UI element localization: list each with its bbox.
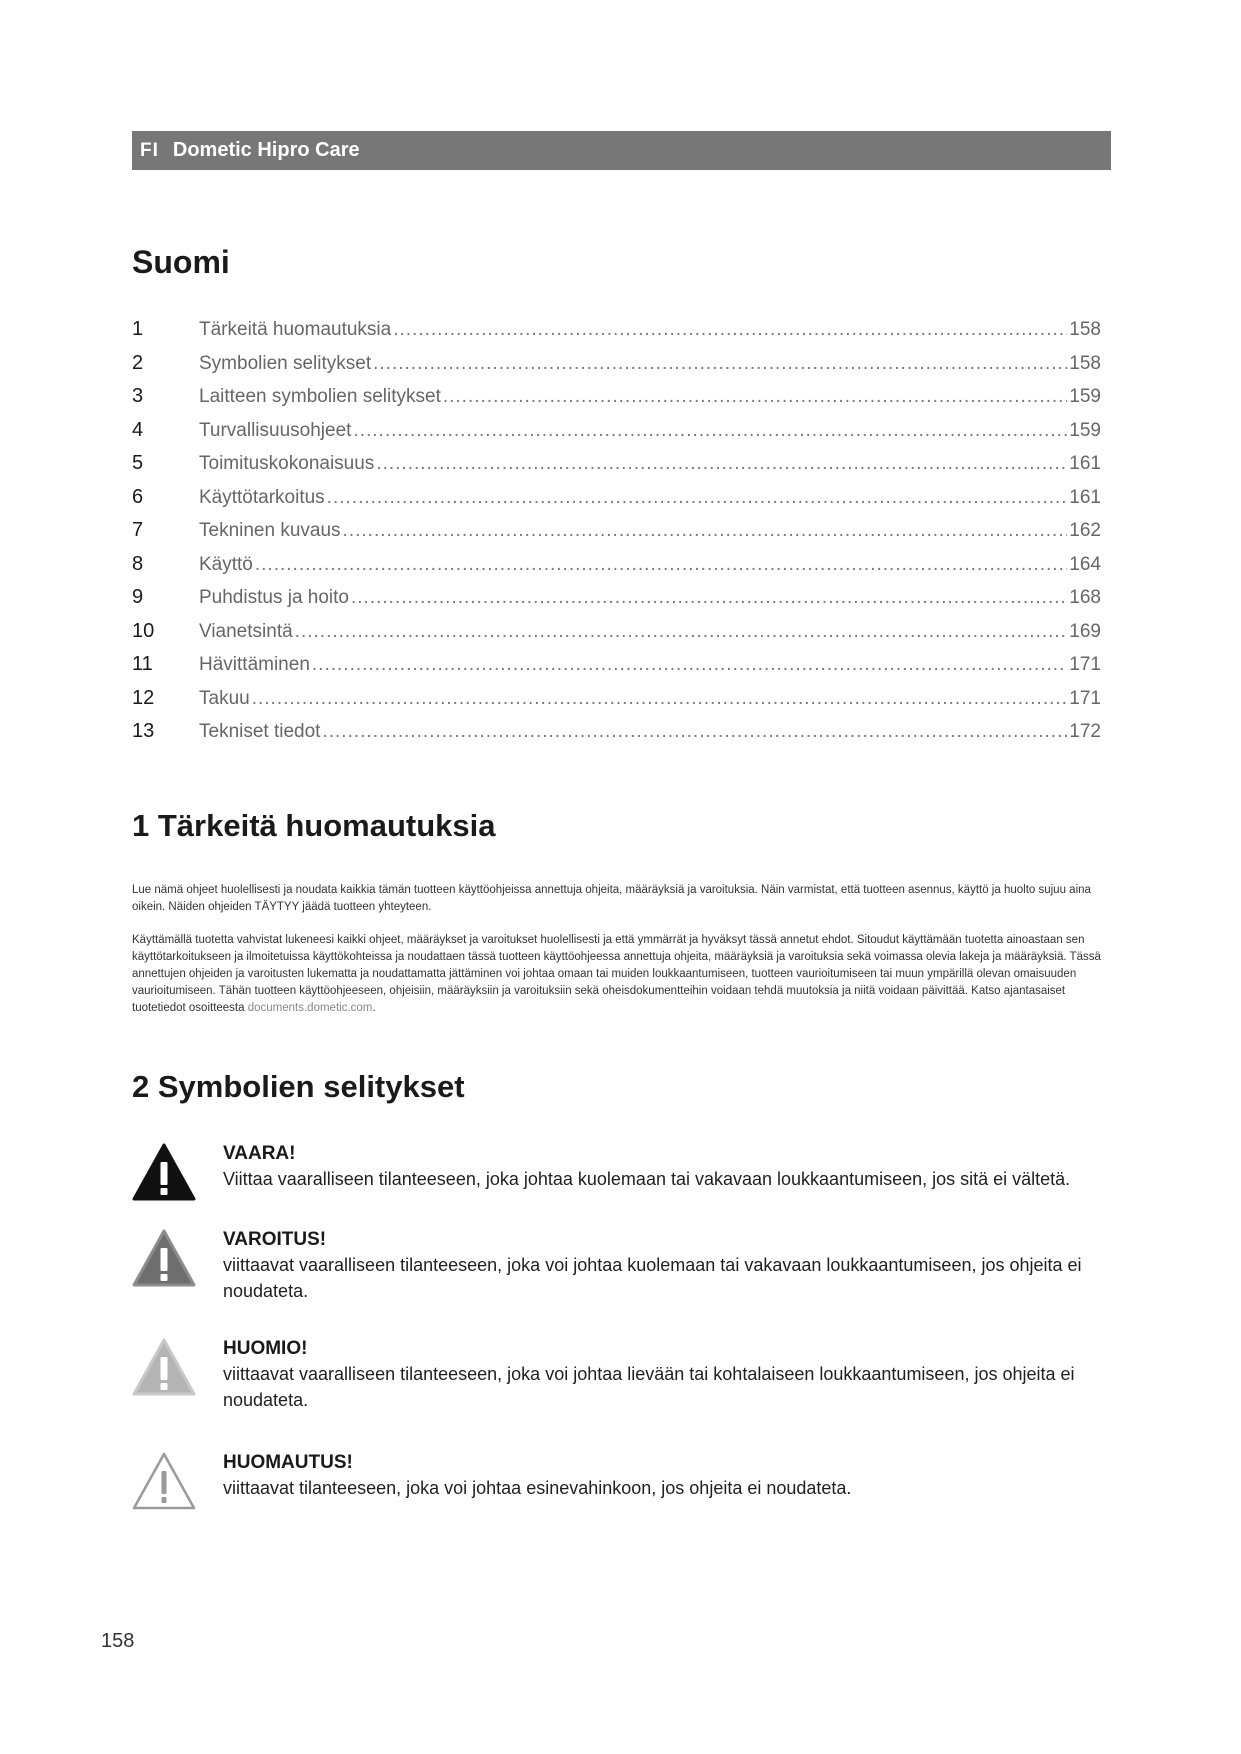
section-2-heading: 2 Symbolien selitykset <box>132 1069 465 1104</box>
toc-number: 6 <box>132 485 144 508</box>
toc-page: 164 <box>1069 553 1101 575</box>
toc-item[interactable] <box>132 620 1101 654</box>
toc-number: 11 <box>132 653 153 675</box>
toc-page: 159 <box>1069 386 1101 407</box>
toc-number: 13 <box>132 720 155 742</box>
toc-page: 162 <box>1069 520 1101 541</box>
toc-item[interactable] <box>132 318 1101 352</box>
toc-number: 10 <box>132 619 155 642</box>
toc-item[interactable] <box>132 385 1101 419</box>
toc-title: Tärkeitä huomautuksia <box>199 319 392 340</box>
toc-item[interactable] <box>132 419 1101 453</box>
symbol-title: VAARA! <box>223 1143 296 1164</box>
toc-leader <box>322 721 1067 743</box>
toc-title: Puhdistus ja hoito <box>199 587 349 608</box>
caution-icon <box>132 1337 196 1397</box>
toc-title: Tekninen kuvaus <box>199 520 341 541</box>
toc-page: 172 <box>1069 721 1101 742</box>
toc-leader <box>343 520 1068 542</box>
table-of-contents <box>132 318 1101 754</box>
toc-title: Käyttö <box>199 553 253 575</box>
toc-leader <box>376 453 1067 475</box>
sentence-end: . <box>372 1002 376 1014</box>
toc-leader <box>327 487 1068 509</box>
toc-number: 12 <box>132 686 155 709</box>
document-header <box>132 131 1111 170</box>
toc-number: 2 <box>132 351 144 374</box>
toc-number: 1 <box>132 318 144 340</box>
symbol-description: viittaavat vaaralliseen tilanteeseen, joka voi johtaa kuolemaan tai vakavaan loukkaantumiseen, jos ohjeita ei noudateta. <box>223 1255 1082 1301</box>
toc-title: Vianetsintä <box>199 620 293 642</box>
toc-title: Laitteen symbolien selitykset <box>199 386 441 407</box>
toc-number: 9 <box>132 586 144 608</box>
toc-leader <box>373 353 1067 375</box>
toc-number: 4 <box>132 418 144 441</box>
toc-leader <box>295 621 1068 643</box>
section-1-paragraph-2 <box>132 932 1112 1017</box>
toc-page: 171 <box>1069 654 1101 675</box>
language-code: FI <box>140 139 159 161</box>
toc-page: 158 <box>1069 352 1101 374</box>
toc-item[interactable] <box>132 586 1101 620</box>
toc-page: 159 <box>1069 419 1101 441</box>
toc-title: Symbolien selitykset <box>199 352 372 374</box>
section-1-paragraph-1: Lue nämä ohjeet huolellisesti ja noudata kaikkia tämän tuotteen käyttöohjeissa annettuja ohjeita, määräyksiä ja varoituksia. Näin varmistat, että tuotteen asennus, käyttö ja huolto sujuu aina oikein. Näiden ohjeiden TÄYTYY jäädä tuotteen yhteyteen. <box>132 884 1091 913</box>
toc-title: Hävittäminen <box>199 654 310 675</box>
toc-leader <box>255 554 1067 576</box>
toc-leader <box>353 420 1067 442</box>
toc-item[interactable] <box>132 720 1101 754</box>
toc-page: 161 <box>1069 453 1101 474</box>
toc-item[interactable] <box>132 452 1101 486</box>
toc-item[interactable] <box>132 486 1101 520</box>
toc-page: 158 <box>1069 319 1101 340</box>
notice-icon <box>132 1451 196 1511</box>
toc-leader <box>351 587 1067 609</box>
toc-item[interactable] <box>132 687 1101 721</box>
toc-leader <box>252 688 1068 710</box>
toc-page: 169 <box>1069 620 1101 642</box>
toc-title: Käyttötarkoitus <box>199 486 325 508</box>
symbol-description: Viittaa vaaralliseen tilanteeseen, joka johtaa kuolemaan tai vakavaan loukkaantumiseen, jos sitä ei vältetä. <box>223 1169 1071 1189</box>
toc-number: 7 <box>132 519 144 541</box>
page-number: 158 <box>101 1630 135 1652</box>
toc-item[interactable] <box>132 352 1101 386</box>
documents-link[interactable]: documents.dometic.com <box>247 1002 373 1014</box>
toc-leader <box>312 654 1067 676</box>
toc-title: Takuu <box>199 687 250 709</box>
symbol-title: HUOMIO! <box>223 1338 308 1359</box>
toc-item[interactable] <box>132 553 1101 587</box>
symbol-description: viittaavat vaaralliseen tilanteeseen, joka voi johtaa lievään tai kohtalaiseen loukkaantumiseen, jos ohjeita ei noudateta. <box>223 1364 1075 1410</box>
toc-number: 5 <box>132 452 144 474</box>
toc-leader <box>443 386 1067 408</box>
symbol-description: viittaavat tilanteeseen, joka voi johtaa esinevahinkoon, jos ohjeita ei noudateta. <box>223 1478 852 1498</box>
toc-heading: Suomi <box>132 244 230 280</box>
document-title: Dometic Hipro Care <box>172 139 360 161</box>
toc-title: Tekniset tiedot <box>199 721 321 742</box>
section-1-paragraph-2-text: Käyttämällä tuotetta vahvistat lukeneesi kaikki ohjeet, määräykset ja varoitukset huolellisesti ja että ymmärrät ja hyväksyt tässä annetut ehdot. Sitoudut käyttämään tuotetta ainoastaan sen käyttötarkoitukseen ja ilmoitetuissa käyttökohteissa ja noudattaen tässä tuotteen käyttöohjeessa annettuja ohjeita, määräyksiä ja varoituksia sekä voimassa olevia lakeja ja määräyksiä. Tässä annettujen ohjeiden ja varoitusten lukematta ja noudattamatta jättäminen voi johtaa omaan tai muiden loukkaantumiseen, tuotteen vaurioitumiseen tai muun ympärillä olevan omaisuuden vaurioitumiseen. Tähän tuotteen käyttöohjeeseen, ohjeisiin, määräyksiin ja varoituksiin sekä oheisdokumentteihin voidaan tehdä muutoksia ja niitä voidaan päivittää. Katso ajantasaiset tuotetiedot osoitteesta <box>132 934 1101 1014</box>
danger-warning-icon <box>132 1142 196 1202</box>
toc-number: 8 <box>132 552 144 575</box>
toc-item[interactable] <box>132 519 1101 553</box>
toc-page: 168 <box>1069 587 1101 608</box>
toc-title: Turvallisuusohjeet <box>199 419 352 441</box>
section-1-heading: 1 Tärkeitä huomautuksia <box>132 808 496 843</box>
toc-page: 171 <box>1069 687 1101 709</box>
toc-leader <box>393 319 1067 341</box>
symbol-title: HUOMAUTUS! <box>223 1452 353 1473</box>
toc-number: 3 <box>132 385 144 407</box>
toc-title: Toimituskokonaisuus <box>199 453 375 474</box>
warning-icon <box>132 1228 196 1288</box>
toc-page: 161 <box>1069 486 1101 508</box>
toc-item[interactable] <box>132 653 1101 687</box>
symbol-title: VAROITUS! <box>223 1229 327 1250</box>
